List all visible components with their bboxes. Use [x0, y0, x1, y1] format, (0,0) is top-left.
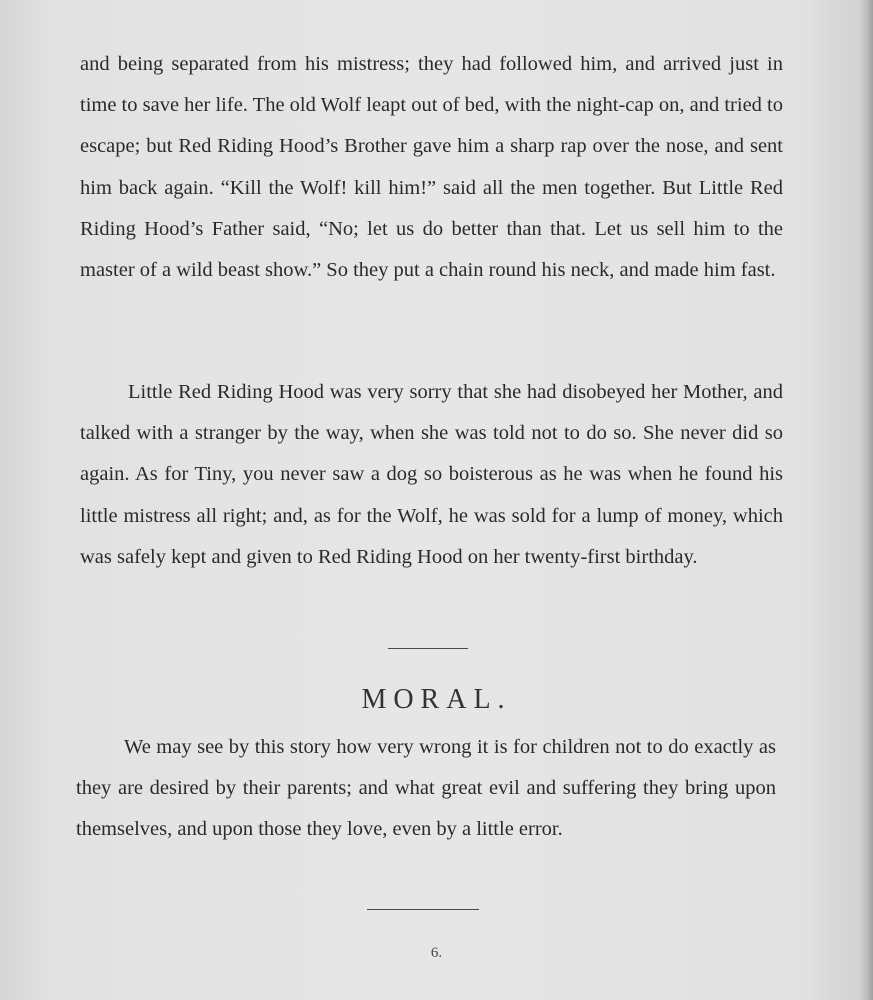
- story-paragraph-continued: and being separated from his mistress; they had followed him, and arrived just in time to save her life. The old Wolf leapt out of bed, with the night-cap on, and tried to escape; but Red Riding Hood’s Brother gave him a sharp rap over the nose, and sent him back again. “Kill the Wolf! kill him!” said all the men together. But Little Red Riding Hood’s Father said, “No; let us do better than that. Let us sell him to the master of a wild beast show.” So they put a chain round his neck, and made him fast.: [80, 53, 783, 282]
- moral-paragraph: We may see by this story how very wrong it is for children not to do exactly as they are desired by their parents; and what great evil and suffering they bring upon themselves, and upon those they love, even by a little error.: [76, 736, 776, 841]
- moral-heading: MORAL.: [361, 684, 512, 715]
- section-divider: [388, 648, 468, 649]
- story-paragraph-ending: Little Red Riding Hood was very sorry that she had disobeyed her Mother, and talked with a stranger by the way, when she was told not to do so. She never did so again. As for Tiny, you never saw a dog so boisterous as he was when he found his little mistress all right; and, as for the Wolf, he was sold for a lump of money, which was safely kept and given to Red Riding Hood on her twenty-first birthday.: [80, 381, 783, 568]
- end-divider: [367, 909, 479, 910]
- page-edge-shadow: [859, 0, 873, 1000]
- page-number: 6.: [430, 945, 443, 961]
